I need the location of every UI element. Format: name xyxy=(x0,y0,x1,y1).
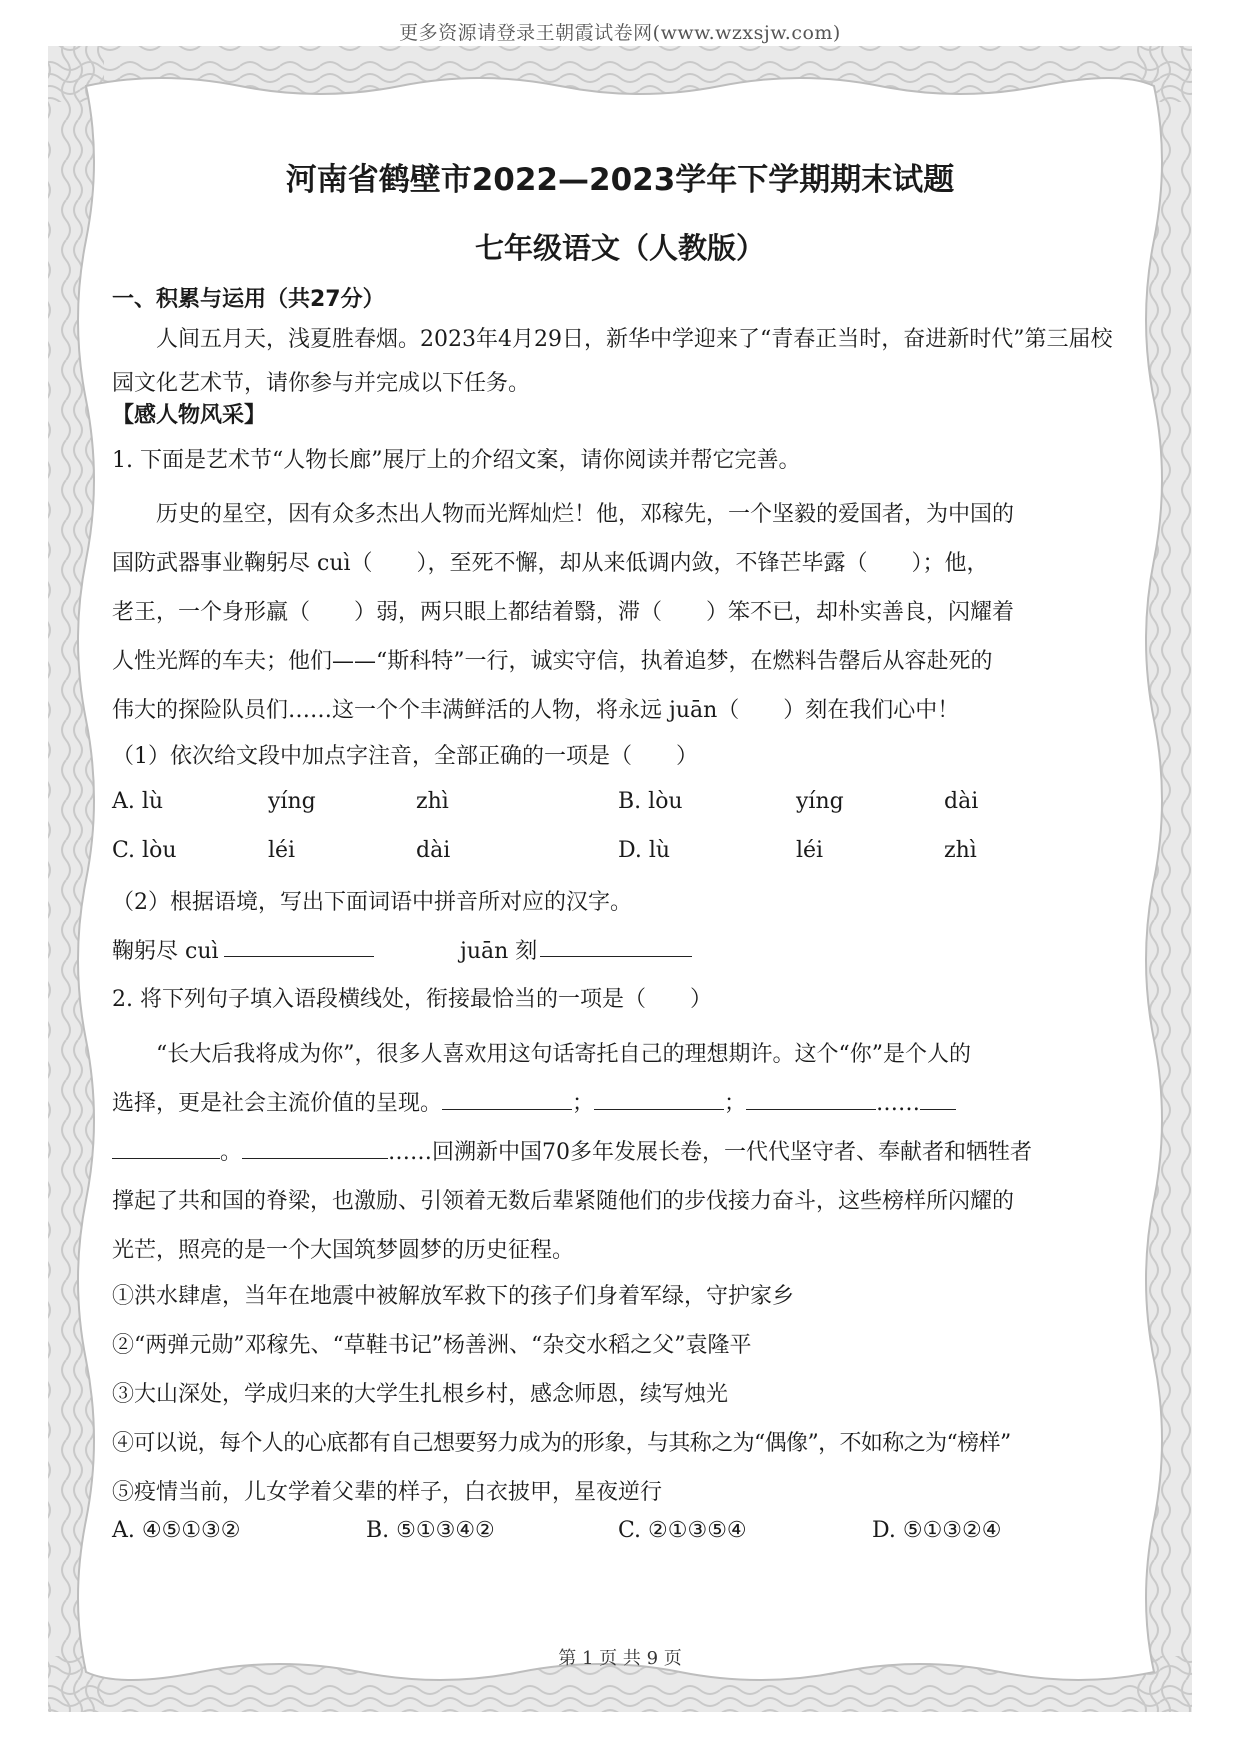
sentence-item: ④可以说，每个人的心底都有自己想要努力成为的形象，与其称之为“偶像”，不如称之为“榜样” xyxy=(112,1431,1011,1456)
sentence-item: ③大山深处，学成归来的大学生扎根乡村，感念师恩，续写烛光 xyxy=(112,1382,729,1407)
passage-line: 历史的星空，因有众多杰出人物而光辉灿烂！他，邓稼先，一个坚毅的爱国者，为中国的 xyxy=(156,502,1015,527)
passage-line: “长大后我将成为你”，很多人喜欢用这句话寄托自己的理想期许。这个“你”是个人的 xyxy=(156,1042,971,1067)
question-1-sub1: （1）依次给文段中加点字注音，全部正确的一项是（ ） xyxy=(112,744,698,769)
passage-text: 选择，更是社会主流价值的呈现。 xyxy=(112,1091,443,1116)
answer-blank[interactable] xyxy=(746,1087,876,1110)
option-c-pinyin-2: léi xyxy=(268,838,296,863)
answer-blank[interactable] xyxy=(112,1136,220,1159)
option-c-pinyin-3: dài xyxy=(416,838,451,863)
passage-line: 老王，一个身形羸（ ）弱，两只眼上都结着翳，滞（ ）笨不已，却朴实善良，闪耀着 xyxy=(112,600,1015,625)
option-c[interactable]: C. ②①③⑤④ xyxy=(618,1518,747,1543)
passage-line: 伟大的探险队员们……这一个个丰满鲜活的人物，将永远 juān（ ）刻在我们心中！ xyxy=(112,698,960,723)
option-a[interactable]: A. lù xyxy=(112,789,164,814)
section-intro: 人间五月天，浅夏胜春烟。2023年4月29日，新华中学迎来了“青春正当时，奋进新时代”第三届校园文化艺术节，请你参与并完成以下任务。 xyxy=(112,327,1113,396)
passage-line: 人性光辉的车夫；他们——“斯科特”一行，诚实守信，执着追梦，在燃料告罄后从容赴死的 xyxy=(112,649,993,674)
option-a[interactable]: A. ④⑤①③② xyxy=(112,1518,241,1543)
option-d[interactable]: D. lù xyxy=(618,838,671,863)
question-1-passage xyxy=(112,490,1128,735)
sentence-item: ②“两弹元勋”邓稼先、“草鞋书记”杨善洲、“杂交水稻之父”袁隆平 xyxy=(112,1333,752,1358)
question-2-stem: 2. 将下列句子填入语段横线处，衔接最恰当的一项是（ ） xyxy=(112,987,712,1012)
option-d[interactable]: D. ⑤①③②④ xyxy=(872,1518,1002,1543)
passage-line xyxy=(112,1079,1128,1128)
options-row-2 xyxy=(112,838,1128,878)
page-footer: 第 1 页 共 9 页 xyxy=(558,1648,682,1669)
option-b-pinyin-3: dài xyxy=(944,789,979,814)
site-banner: 更多资源请登录王朝霞试卷网(www.wzxsjw.com) xyxy=(399,22,841,44)
answer-blank[interactable] xyxy=(594,1087,724,1110)
option-d-pinyin-2: léi xyxy=(796,838,824,863)
passage-text: ……回溯新中国70多年发展长卷，一代代坚守者、奉献者和牺牲者 xyxy=(388,1140,1033,1165)
fill-label-2: juān 刻 xyxy=(460,939,538,964)
separator: ； xyxy=(724,1091,747,1116)
option-a-pinyin-3: zhì xyxy=(416,789,449,814)
passage-line: 撑起了共和国的脊梁，也激励、引领着无数后辈紧随他们的步伐接力奋斗，这些榜样所闪耀的 xyxy=(112,1189,1015,1214)
sentence-items xyxy=(112,1272,1128,1517)
answer-blank[interactable] xyxy=(242,1136,388,1159)
page-title: 河南省鹤壁市2022—2023学年下学期期末试题 xyxy=(285,162,955,198)
fill-blank-row xyxy=(112,934,1128,970)
option-b-pinyin-2: yíng xyxy=(796,789,844,814)
option-b[interactable]: B. ⑤①③④② xyxy=(366,1518,495,1543)
answer-blank[interactable] xyxy=(442,1087,572,1110)
options-row-1 xyxy=(112,789,1128,829)
sub-heading: 【感人物风采】 xyxy=(112,403,267,428)
passage-line xyxy=(112,1128,1128,1177)
page-subtitle: 七年级语文（人教版） xyxy=(474,231,765,265)
option-b[interactable]: B. lòu xyxy=(618,789,683,814)
section-heading: 一、积累与运用（共27分） xyxy=(112,287,385,312)
question-2-options xyxy=(112,1518,1128,1558)
answer-blank[interactable] xyxy=(920,1087,956,1110)
question-1-sub2: （2）根据语境，写出下面词语中拼音所对应的汉字。 xyxy=(112,890,632,915)
period: 。 xyxy=(220,1140,243,1165)
question-2-passage xyxy=(112,1030,1128,1275)
passage-line: 光芒，照亮的是一个大国筑梦圆梦的历史征程。 xyxy=(112,1238,575,1263)
option-a-pinyin-2: yíng xyxy=(268,789,316,814)
fill-label-1: 鞠躬尽 cuì xyxy=(112,939,219,964)
question-1-stem: 1. 下面是艺术节“人物长廊”展厅上的介绍文案，请你阅读并帮它完善。 xyxy=(112,448,801,473)
option-d-pinyin-3: zhì xyxy=(944,838,977,863)
ellipsis: …… xyxy=(876,1091,921,1116)
separator: ； xyxy=(572,1091,595,1116)
option-c[interactable]: C. lòu xyxy=(112,838,177,863)
sentence-item: ⑤疫情当前，儿女学着父辈的样子，白衣披甲，星夜逆行 xyxy=(112,1480,663,1505)
passage-line: 国防武器事业鞠躬尽 cuì（ ），至死不懈，却从来低调内敛，不锋芒毕露（ ）；他， xyxy=(112,551,989,576)
sentence-item: ①洪水肆虐，当年在地震中被解放军救下的孩子们身着军绿，守护家乡 xyxy=(112,1284,795,1309)
